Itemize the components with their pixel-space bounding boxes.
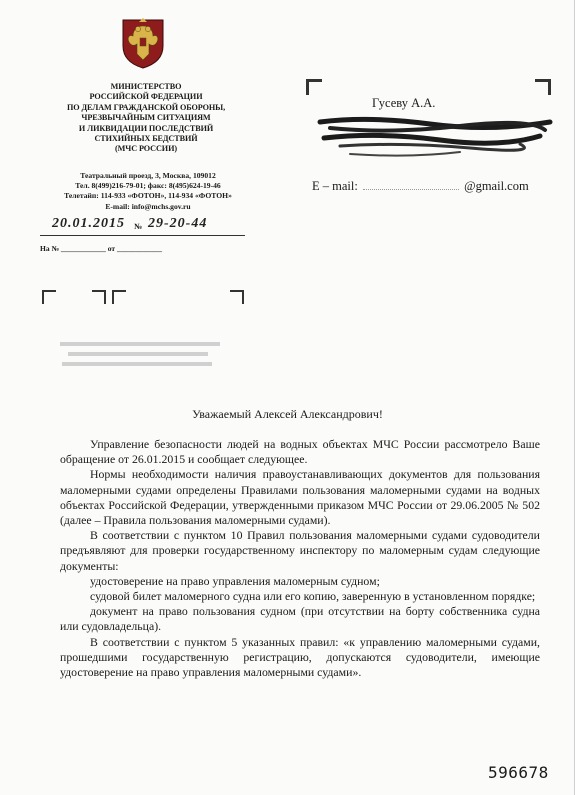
registration-date: 20.01.2015 [52,216,125,231]
ministry-line: ЧРЕЗВЫЧАЙНЫМ СИТУАЦИЯМ [81,113,211,123]
email-domain: @gmail.com [464,179,529,193]
ministry-line: РОССИЙСКОЙ ФЕДЕРАЦИИ [89,92,203,102]
phone-line: Тел. 8(499)216-79-01; факс: 8(495)624-19-46 [75,181,221,191]
reply-reference-line: На № ____________ от ____________ [40,244,162,253]
corner-mark [112,290,126,304]
body-paragraph: Нормы необходимости наличия правоустанавливающих документов для пользования маломерными судами определены Правилами пользования маломерными судами на водных объектах Российской Федерации, утвержденными приказом МЧС России от 29.06.2005 № 502 (далее – Правила пользования маломерными судами). [60,467,540,528]
email-label: E – mail: [312,179,358,193]
teletype-line: Телетайп: 114-933 «ФОТОН», 114-934 «ФОТОН» [64,191,232,201]
ministry-line: МИНИСТЕРСТВО [110,82,182,91]
corner-mark [306,79,322,95]
body-paragraph: удостоверение на право управления маломерным судном; [90,573,380,588]
body-paragraph: документ на право пользования судном (при отсутствии на борту собственника судна или судовладельца). [60,604,540,634]
corner-mark [42,290,56,304]
body-paragraph: судовой билет маломерного судна или его копию, заверенную в установленном порядке; [90,589,536,604]
email-redacted [363,189,459,190]
recipient-email [312,179,529,194]
ministry-line: СТИХИЙНЫХ БЕДСТВИЙ [94,134,198,144]
registration-underline [40,235,245,236]
salutation: Уважаемый Алексей Александрович! [192,407,383,421]
body-paragraph: В соответствии с пунктом 5 указанных правил: «к управлению маломерными судами, прошедшими государственную регистрацию, допускаются судоводители, имеющие удостоверение на право управления маломерными судами». [60,634,540,680]
redacted-address [310,114,560,162]
body-paragraph: Управление безопасности людей на водных объектах МЧС России рассмотрело Ваше обращение от 26.01.2015 и сообщает следующее. [60,437,540,467]
ministry-name-block [46,82,246,155]
faded-stamp [58,338,228,374]
recipient-name: Гусеву А.А. [372,96,436,110]
registration-number: 29-20-44 [148,216,208,231]
ministry-line: (МЧС РОССИИ) [115,144,177,154]
ministry-line: И ЛИКВИДАЦИИ ПОСЛЕДСТВИЙ [78,123,214,133]
russian-coat-of-arms-icon [119,14,167,70]
email-line: E-mail: info@mchs.gov.ru [105,201,191,211]
registration-number-sign: № [134,222,143,231]
address-line: Театральный проезд, 3, Москва, 109012 [80,171,216,180]
corner-mark [535,79,551,95]
letter-body [60,437,540,680]
address-block [38,171,258,212]
document-number: 596678 [488,763,549,782]
corner-mark [92,290,106,304]
body-paragraph: В соответствии с пунктом 10 Правил пользования маломерными судами судоводители предъявляют для проверки государственному инспектору по маломерным судам следующие документы: [60,528,540,573]
ministry-line: ПО ДЕЛАМ ГРАЖДАНСКОЙ ОБОРОНЫ, [66,102,226,112]
corner-mark [230,290,244,304]
